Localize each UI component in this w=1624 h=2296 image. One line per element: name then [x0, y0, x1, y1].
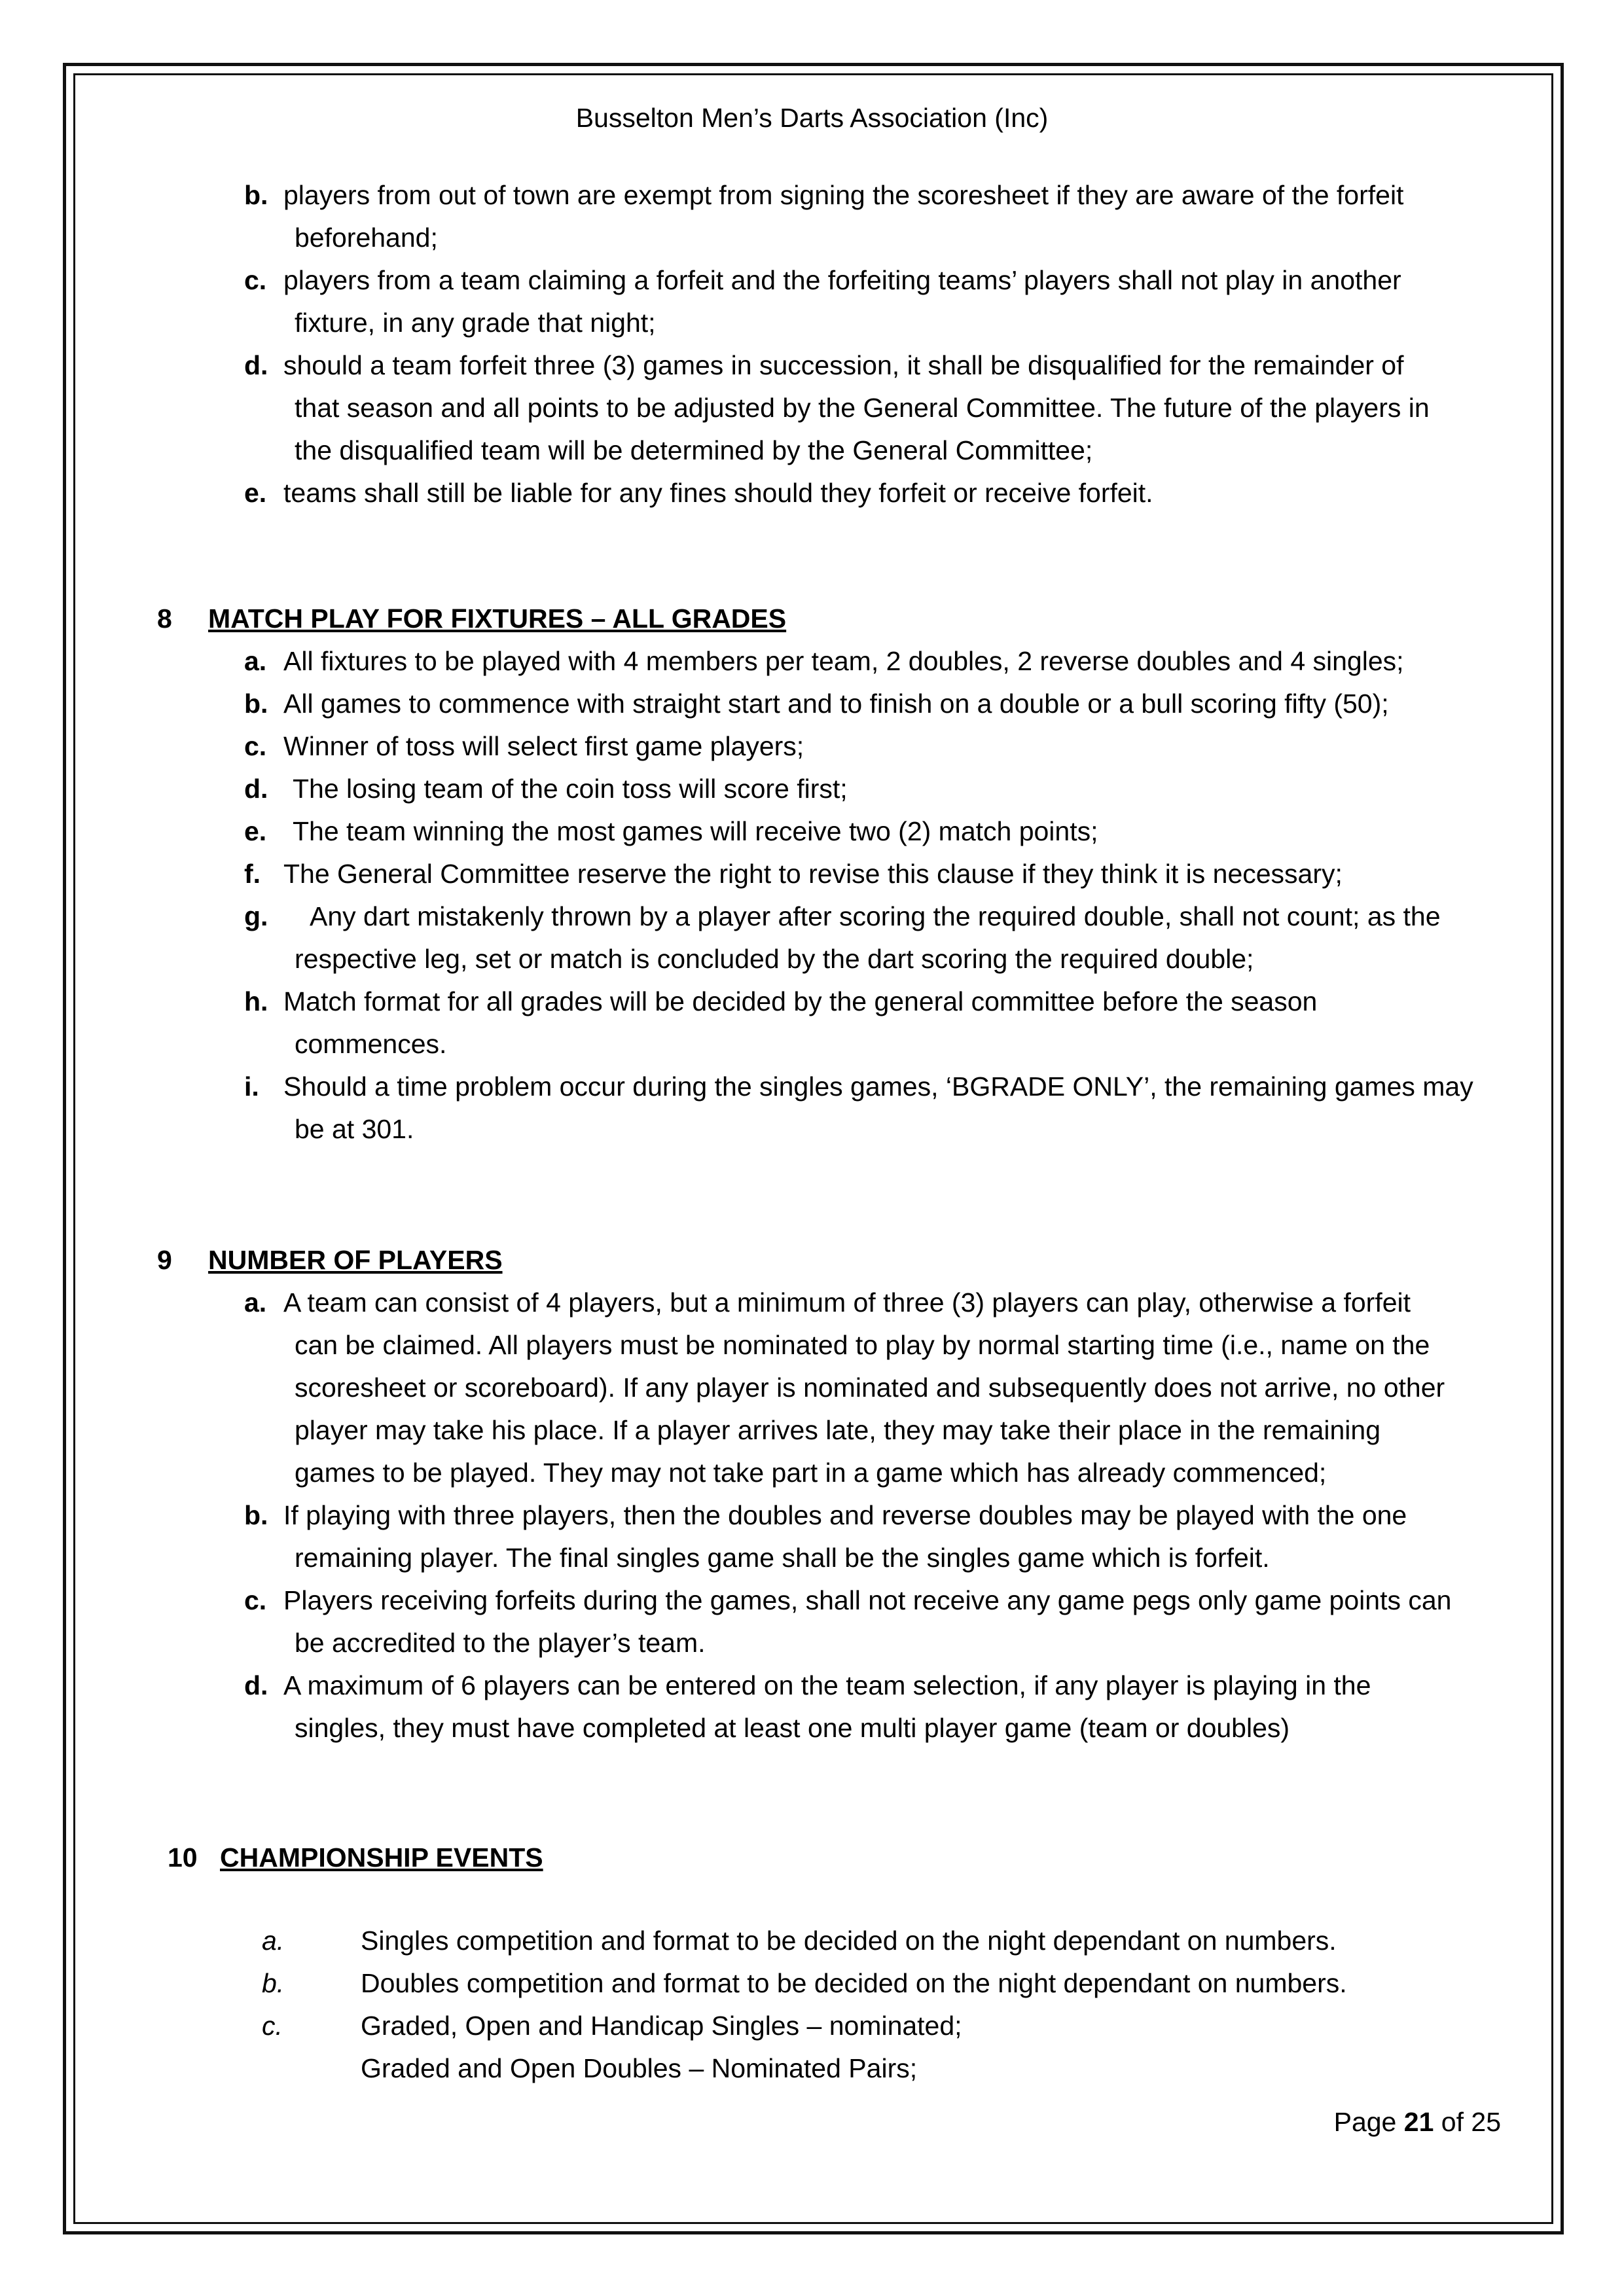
list-item-text: Should a time problem occur during the singles games, ‘BGRADE ONLY’, the remaining games may	[283, 1071, 1473, 1102]
list-item-text: A team can consist of 4 players, but a minimum of three (3) players can play, otherwise a forfeit	[283, 1287, 1411, 1318]
list-item	[244, 897, 1441, 936]
page-total: 25	[1471, 2107, 1501, 2137]
list-item-text: The losing team of the coin toss will score first;	[293, 774, 848, 804]
list-item	[244, 175, 1403, 215]
list-item-text: players from out of town are exempt from signing the scoresheet if they are aware of the forfeit	[283, 180, 1404, 210]
list-item-label: b.	[244, 1500, 268, 1530]
list-item	[244, 1581, 1451, 1620]
list-item-continuation	[295, 1623, 706, 1662]
list-item-label: e.	[244, 816, 267, 846]
list-item	[244, 1283, 1411, 1322]
list-item-text: scoresheet or scoreboard). If any player is nominated and subsequently does not arrive, no other	[295, 1372, 1445, 1403]
list-item-label: b.	[244, 180, 268, 210]
list-item-text: commences.	[295, 1029, 447, 1059]
list-item-continuation	[295, 1109, 414, 1149]
list-item-text: Any dart mistakenly thrown by a player after scoring the required double, shall not count; as the	[310, 901, 1441, 931]
section-title: MATCH PLAY FOR FIXTURES – ALL GRADES	[208, 603, 787, 634]
list-item-label: f.	[244, 859, 261, 889]
page-header: Busselton Men’s Darts Association (Inc)	[575, 103, 1049, 133]
list-item-text: Winner of toss will select first game players;	[283, 731, 804, 761]
list-item-text: that season and all points to be adjusted by the General Committee. The future of the players in	[295, 393, 1430, 423]
list-item	[244, 473, 1153, 512]
list-item-continuation	[295, 1368, 1445, 1407]
list-item-continuation	[295, 218, 438, 257]
list-item-label: d.	[244, 774, 268, 804]
list-item-continuation	[295, 1410, 1380, 1450]
section-number: 9	[157, 1245, 172, 1275]
list-item-label: c.	[244, 731, 267, 761]
list-item	[244, 346, 1404, 385]
list-item-label: b.	[262, 1968, 285, 1998]
list-item	[244, 812, 1098, 851]
list-item-continuation	[295, 431, 1092, 470]
list-item-text: should a team forfeit three (3) games in succession, it shall be disqualified for the remainder of	[283, 350, 1404, 380]
list-item-label: i.	[244, 1071, 259, 1102]
list-item-text: Doubles competition and format to be decided on the night dependant on numbers.	[361, 1968, 1347, 1998]
list-item-label: a.	[262, 1926, 285, 1956]
list-item-text: can be claimed. All players must be nominated to play by normal starting time (i.e., name on the	[295, 1330, 1430, 1360]
list-item	[244, 1067, 1473, 1106]
list-item-text: fixture, in any grade that night;	[295, 308, 656, 338]
section-heading	[157, 1240, 503, 1280]
section-heading	[157, 599, 786, 638]
list-item-text: beforehand;	[295, 223, 438, 253]
footer-prefix: Page	[1333, 2107, 1397, 2137]
list-item-text: Graded and Open Doubles – Nominated Pairs;	[361, 2053, 918, 2083]
list-item-text: A maximum of 6 players can be entered on the team selection, if any player is playing in the	[283, 1670, 1371, 1700]
list-item-label: b.	[244, 689, 268, 719]
list-item	[244, 641, 1404, 681]
list-item	[244, 726, 804, 766]
list-item	[262, 1921, 1337, 1960]
list-item-text: Match format for all grades will be decided by the general committee before the season	[283, 986, 1318, 1016]
list-item-text: be accredited to the player’s team.	[295, 1628, 706, 1658]
list-item-text: Graded, Open and Handicap Singles – nominated;	[361, 2011, 962, 2041]
list-item-label: g.	[244, 901, 268, 931]
list-item-label: e.	[244, 478, 267, 508]
list-item-continuation	[295, 1708, 1290, 1748]
list-item-text: Players receiving forfeits during the games, shall not receive any game pegs only game points can	[283, 1585, 1452, 1615]
list-item-text: All fixtures to be played with 4 members per team, 2 doubles, 2 reverse doubles and 4 singles;	[283, 646, 1404, 676]
list-item-text: the disqualified team will be determined by the General Committee;	[295, 435, 1093, 465]
section-heading	[168, 1838, 543, 1877]
list-item-text: games to be played. They may not take part in a game which has already commenced;	[295, 1458, 1327, 1488]
section-title: CHAMPIONSHIP EVENTS	[220, 1842, 543, 1873]
list-item-label: a.	[244, 1287, 267, 1318]
list-item-text: The General Committee reserve the right to revise this clause if they think it is necessary;	[283, 859, 1343, 889]
list-item-continuation	[295, 1538, 1270, 1577]
list-item	[244, 982, 1317, 1021]
list-item-label: a.	[244, 646, 267, 676]
list-item	[262, 2006, 962, 2045]
list-item-text: remaining player. The final singles game shall be the singles game which is forfeit.	[295, 1543, 1270, 1573]
list-item-continuation	[295, 939, 1254, 978]
list-item-text: singles, they must have completed at least one multi player game (team or doubles)	[295, 1713, 1290, 1743]
page-number: 21	[1403, 2107, 1434, 2137]
list-item-label: h.	[244, 986, 268, 1016]
list-item-text: Singles competition and format to be decided on the night dependant on numbers.	[361, 1926, 1337, 1956]
list-item-label: c.	[244, 265, 267, 295]
list-item-text: be at 301.	[295, 1114, 414, 1144]
list-item	[244, 684, 1389, 723]
list-item	[244, 1496, 1407, 1535]
list-item-text: teams shall still be liable for any fines should they forfeit or receive forfeit.	[283, 478, 1153, 508]
list-item-label: c.	[244, 1585, 267, 1615]
list-item-text: The team winning the most games will receive two (2) match points;	[293, 816, 1098, 846]
section-title: NUMBER OF PLAYERS	[208, 1245, 503, 1275]
list-item	[244, 854, 1343, 893]
list-item-text: All games to commence with straight start and to finish on a double or a bull scoring fifty (50);	[283, 689, 1389, 719]
list-item-text: respective leg, set or match is concluded by the dart scoring the required double;	[295, 944, 1254, 974]
list-item	[244, 260, 1401, 300]
section-number: 10	[168, 1842, 198, 1873]
list-item	[244, 769, 848, 808]
list-item-text: players from a team claiming a forfeit and the forfeiting teams’ players shall not play in another	[283, 265, 1401, 295]
list-item-label: c.	[262, 2011, 283, 2041]
list-item-label: d.	[244, 1670, 268, 1700]
list-item-continuation	[295, 1453, 1326, 1492]
list-item-continuation	[295, 388, 1430, 427]
list-item-continuation	[295, 1024, 446, 1064]
section-number: 8	[157, 603, 172, 634]
list-item-continuation	[361, 2049, 917, 2088]
list-item	[244, 1666, 1371, 1705]
page-footer	[1334, 2102, 1501, 2142]
list-item-text: player may take his place. If a player arrives late, they may take their place in the remaining	[295, 1415, 1381, 1445]
list-item-text: If playing with three players, then the doubles and reverse doubles may be played with the one	[283, 1500, 1407, 1530]
list-item-continuation	[295, 303, 656, 342]
footer-of: of	[1441, 2107, 1464, 2137]
list-item-label: d.	[244, 350, 268, 380]
list-item-continuation	[295, 1325, 1430, 1365]
list-item	[262, 1964, 1347, 2003]
